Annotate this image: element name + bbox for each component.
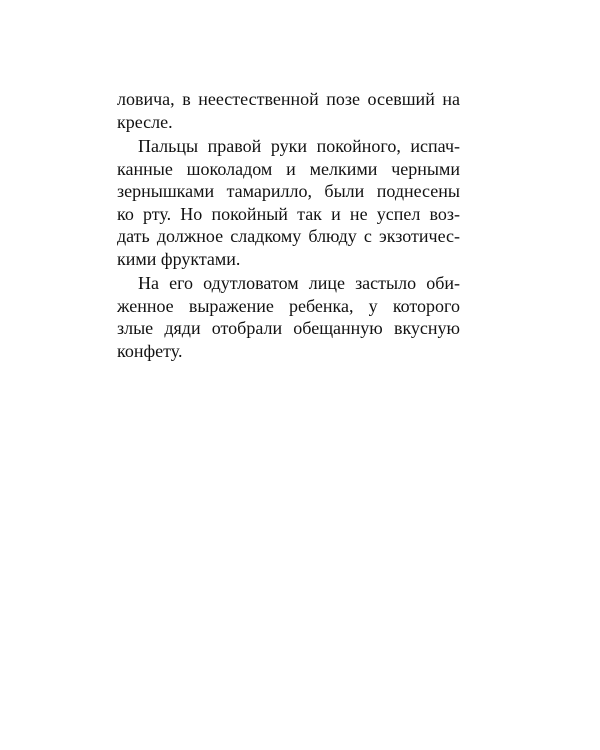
text-line: кресле.: [117, 111, 173, 132]
text-line: ко рту. Но покойный так и не успел воз-: [117, 203, 460, 224]
text-line: злые дяди отобрали обещанную вкусную: [117, 318, 460, 338]
paragraph: [117, 135, 460, 270]
text-line: На его одутловатом лице застыло оби-: [138, 273, 460, 293]
text-line: кими фруктами.: [117, 248, 241, 269]
text-line: Пальцы правой руки покойного, испач-: [138, 136, 460, 156]
text-line: женное выражение ребенка, у которого: [117, 295, 460, 316]
paragraph: [117, 272, 460, 362]
body-text: [117, 88, 460, 364]
paragraph: [117, 88, 460, 133]
text-line: дать должное сладкому блюду с экзотичес-: [117, 226, 460, 246]
text-line: канные шоколадом и мелкими черными: [117, 158, 460, 179]
text-line: ловича, в неестественной позе осевший на: [117, 89, 460, 109]
text-line: конфету.: [117, 340, 183, 361]
text-line: зернышками тамарилло, были поднесены: [117, 181, 460, 201]
